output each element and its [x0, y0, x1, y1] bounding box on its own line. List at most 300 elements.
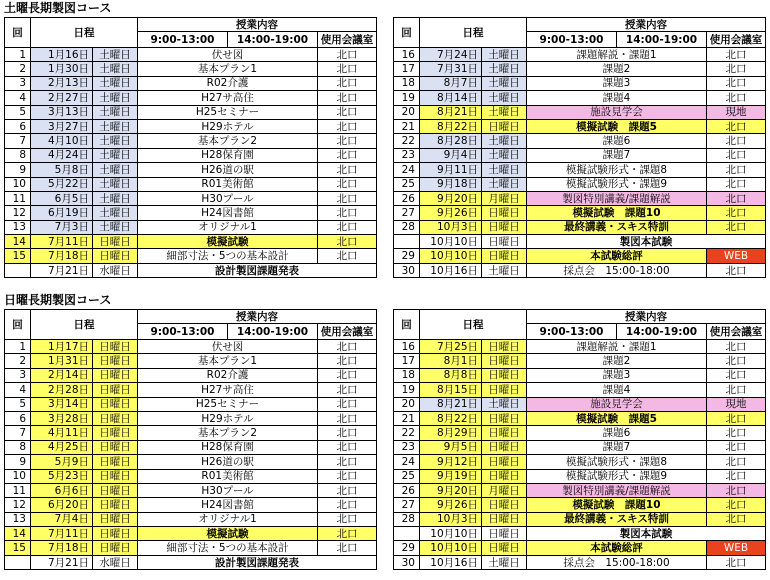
row-date: 7月21日	[31, 263, 93, 277]
schedule-row	[394, 455, 766, 469]
row-number: 10	[5, 177, 31, 191]
schedule-row	[394, 527, 766, 541]
schedule-row	[394, 426, 766, 440]
schedule-row	[394, 411, 766, 425]
schedule-row	[5, 354, 377, 368]
row-weekday: 月曜日	[482, 191, 527, 205]
row-content: 課題7	[527, 440, 707, 454]
row-weekday: 土曜日	[93, 163, 138, 177]
row-content: 施設見学会	[527, 397, 707, 411]
row-weekday: 日曜日	[482, 206, 527, 220]
row-date: 7月18日	[31, 249, 93, 263]
row-room: 北口	[318, 249, 377, 263]
row-content: 基本プラン2	[138, 426, 318, 440]
header-nittei: 日程	[31, 310, 138, 340]
header-nittei: 日程	[420, 18, 527, 48]
row-content: 製図特別講義/課題解説	[527, 191, 707, 205]
row-date: 4月11日	[31, 426, 93, 440]
row-room: 北口	[318, 163, 377, 177]
row-number: 20	[394, 397, 420, 411]
header-kai: 回	[394, 18, 420, 48]
row-room: 北口	[318, 354, 377, 368]
row-content: H28保育園	[138, 148, 318, 162]
row-room: 北口	[707, 426, 766, 440]
schedule-row	[5, 206, 377, 220]
row-weekday: 土曜日	[482, 76, 527, 90]
row-room: 北口	[318, 206, 377, 220]
row-number: 29	[394, 249, 420, 263]
row-date: 5月8日	[31, 163, 93, 177]
schedule-row	[394, 512, 766, 526]
row-number: 16	[394, 340, 420, 354]
schedule-row	[394, 249, 766, 263]
row-room: 現地	[707, 397, 766, 411]
row-date: 7月18日	[31, 541, 93, 555]
row-date: 9月12日	[420, 455, 482, 469]
row-content: オリジナル1	[138, 512, 318, 526]
header-kai: 回	[5, 18, 31, 48]
row-content: 本試験総評	[527, 249, 707, 263]
row-content: 課題2	[527, 62, 707, 76]
row-weekday: 日曜日	[93, 512, 138, 526]
row-date: 2月14日	[31, 368, 93, 382]
row-number: 1	[5, 340, 31, 354]
row-room: 北口	[707, 555, 766, 569]
schedule-row	[5, 105, 377, 119]
header-room: 使用会議室	[318, 324, 377, 340]
schedule-row	[5, 62, 377, 76]
row-number: 26	[394, 483, 420, 497]
row-number: 24	[394, 163, 420, 177]
row-number: 8	[5, 440, 31, 454]
row-number: 27	[394, 206, 420, 220]
header-room: 使用会議室	[318, 32, 377, 48]
row-room: 北口	[707, 177, 766, 191]
row-content: 模擬試験	[138, 235, 318, 249]
row-weekday: 土曜日	[93, 191, 138, 205]
row-number: 2	[5, 354, 31, 368]
row-room: 北口	[707, 469, 766, 483]
row-date: 9月11日	[420, 163, 482, 177]
saturday-schedule-table-2	[393, 17, 766, 278]
row-date: 10月3日	[420, 512, 482, 526]
row-date: 7月25日	[420, 340, 482, 354]
row-number: 4	[5, 383, 31, 397]
row-date: 1月17日	[31, 340, 93, 354]
row-date: 7月31日	[420, 62, 482, 76]
row-content: 課題4	[527, 91, 707, 105]
row-content: 最終講義・スキス特訓	[527, 220, 707, 234]
schedule-row	[394, 220, 766, 234]
row-date: 5月22日	[31, 177, 93, 191]
row-date: 8月1日	[420, 354, 482, 368]
row-room: 北口	[318, 426, 377, 440]
row-weekday: 土曜日	[93, 148, 138, 162]
row-content: H30プール	[138, 191, 318, 205]
row-weekday: 土曜日	[93, 91, 138, 105]
schedule-row	[5, 340, 377, 354]
row-date: 2月13日	[31, 76, 93, 90]
row-room: 北口	[707, 48, 766, 62]
saturday-course-title: 土曜長期製図コース	[4, 1, 112, 15]
schedule-row	[5, 48, 377, 62]
row-number: 10	[5, 469, 31, 483]
row-weekday: 土曜日	[482, 134, 527, 148]
row-content: 課題3	[527, 368, 707, 382]
header-room: 使用会議室	[707, 32, 766, 48]
schedule-row	[394, 555, 766, 569]
row-number	[5, 263, 31, 277]
row-weekday: 水曜日	[93, 263, 138, 277]
row-weekday: 日曜日	[482, 455, 527, 469]
row-room: 北口	[707, 263, 766, 277]
row-room: 北口	[318, 177, 377, 191]
row-date: 9月5日	[420, 440, 482, 454]
row-room: 北口	[707, 455, 766, 469]
row-room: 北口	[707, 91, 766, 105]
row-room: 北口	[318, 527, 377, 541]
row-date: 5月9日	[31, 455, 93, 469]
row-room: 北口	[318, 455, 377, 469]
schedule-row	[5, 163, 377, 177]
row-date: 8月28日	[420, 134, 482, 148]
row-weekday: 月曜日	[482, 483, 527, 497]
row-content: 基本プラン1	[138, 354, 318, 368]
row-room: 北口	[318, 191, 377, 205]
schedule-row	[394, 235, 766, 249]
row-date: 9月20日	[420, 483, 482, 497]
row-date: 10月10日	[420, 235, 482, 249]
row-number: 17	[394, 354, 420, 368]
schedule-row	[5, 148, 377, 162]
row-number: 13	[5, 512, 31, 526]
sunday-schedule-table-2	[393, 309, 766, 570]
row-number: 20	[394, 105, 420, 119]
schedule-row	[394, 440, 766, 454]
schedule-row	[5, 469, 377, 483]
row-date: 3月28日	[31, 411, 93, 425]
row-room: 北口	[707, 119, 766, 133]
row-number: 4	[5, 91, 31, 105]
row-room: 北口	[707, 220, 766, 234]
row-weekday: 日曜日	[93, 483, 138, 497]
schedule-row	[5, 527, 377, 541]
row-room: 北口	[318, 440, 377, 454]
row-number: 15	[5, 541, 31, 555]
row-date: 7月24日	[420, 48, 482, 62]
row-number	[5, 555, 31, 569]
row-date: 4月24日	[31, 148, 93, 162]
row-room: 北口	[707, 368, 766, 382]
row-room: 北口	[707, 411, 766, 425]
row-content: 課題6	[527, 426, 707, 440]
row-room: 北口	[318, 483, 377, 497]
row-weekday: 土曜日	[482, 555, 527, 569]
row-weekday: 日曜日	[93, 340, 138, 354]
row-date: 6月6日	[31, 483, 93, 497]
row-room: WEB	[707, 541, 766, 555]
row-content: 採点会 15:00-18:00	[527, 555, 707, 569]
header-content: 授業内容	[138, 310, 377, 324]
schedule-row	[394, 483, 766, 497]
row-content: 採点会 15:00-18:00	[527, 263, 707, 277]
schedule-row	[5, 235, 377, 249]
row-number: 3	[5, 76, 31, 90]
row-number: 6	[5, 119, 31, 133]
header-pm: 14:00-19:00	[617, 32, 707, 48]
row-date: 5月23日	[31, 469, 93, 483]
row-date: 8月21日	[420, 397, 482, 411]
row-content: 模擬試験形式・課題9	[527, 177, 707, 191]
row-number: 5	[5, 397, 31, 411]
row-room: 北口	[318, 541, 377, 555]
row-number: 28	[394, 220, 420, 234]
row-weekday: 日曜日	[93, 411, 138, 425]
row-content: 施設見学会	[527, 105, 707, 119]
row-number: 13	[5, 220, 31, 234]
row-weekday: 土曜日	[482, 48, 527, 62]
row-weekday: 日曜日	[93, 527, 138, 541]
schedule-row	[5, 426, 377, 440]
row-number: 21	[394, 119, 420, 133]
schedule-row	[5, 483, 377, 497]
row-date: 10月10日	[420, 527, 482, 541]
row-room: 北口	[707, 512, 766, 526]
row-room: 北口	[318, 397, 377, 411]
row-date: 2月27日	[31, 91, 93, 105]
header-am: 9:00-13:00	[138, 32, 228, 48]
row-date: 10月3日	[420, 220, 482, 234]
saturday-schedule-table-1	[4, 17, 377, 278]
row-content: 基本プラン2	[138, 134, 318, 148]
row-content: 設計製図課題発表	[138, 555, 377, 569]
row-weekday: 水曜日	[93, 555, 138, 569]
row-room: 現地	[707, 105, 766, 119]
row-date: 10月10日	[420, 541, 482, 555]
row-date: 7月4日	[31, 512, 93, 526]
row-room: 北口	[318, 383, 377, 397]
row-content: H29ホテル	[138, 119, 318, 133]
row-room: 北口	[318, 62, 377, 76]
schedule-row	[394, 368, 766, 382]
row-number: 18	[394, 368, 420, 382]
row-content: 課題解説・課題1	[527, 48, 707, 62]
row-room: 北口	[318, 105, 377, 119]
schedule-row	[394, 191, 766, 205]
row-date: 1月30日	[31, 62, 93, 76]
row-weekday: 日曜日	[482, 411, 527, 425]
row-content: H27サ高住	[138, 91, 318, 105]
row-weekday: 土曜日	[93, 62, 138, 76]
row-number: 11	[5, 483, 31, 497]
row-weekday: 日曜日	[93, 235, 138, 249]
schedule-row	[394, 383, 766, 397]
row-number: 22	[394, 426, 420, 440]
row-content: オリジナル1	[138, 220, 318, 234]
row-weekday: 日曜日	[93, 354, 138, 368]
row-date: 9月26日	[420, 206, 482, 220]
row-room: 北口	[707, 383, 766, 397]
schedule-row	[394, 498, 766, 512]
schedule-row	[394, 263, 766, 277]
row-date: 8月8日	[420, 368, 482, 382]
row-content: 模擬試験形式・課題8	[527, 163, 707, 177]
row-room: 北口	[318, 235, 377, 249]
row-number: 21	[394, 411, 420, 425]
row-room: 北口	[707, 206, 766, 220]
row-weekday: 土曜日	[482, 163, 527, 177]
header-am: 9:00-13:00	[527, 32, 617, 48]
row-number: 6	[5, 411, 31, 425]
row-room: 北口	[318, 91, 377, 105]
row-number: 19	[394, 91, 420, 105]
row-number: 30	[394, 555, 420, 569]
row-weekday: 日曜日	[93, 455, 138, 469]
row-date: 8月29日	[420, 426, 482, 440]
row-room: 北口	[707, 191, 766, 205]
row-weekday: 日曜日	[482, 541, 527, 555]
schedule-row	[394, 354, 766, 368]
row-content: 模擬試験 課題5	[527, 119, 707, 133]
row-number: 22	[394, 134, 420, 148]
row-number	[394, 527, 420, 541]
row-weekday: 日曜日	[93, 498, 138, 512]
row-weekday: 土曜日	[93, 220, 138, 234]
row-content: H25セミナー	[138, 397, 318, 411]
row-number	[394, 235, 420, 249]
row-date: 8月22日	[420, 119, 482, 133]
row-content: 細部寸法・5つの基本設計	[138, 249, 318, 263]
row-weekday: 日曜日	[93, 469, 138, 483]
header-room: 使用会議室	[707, 324, 766, 340]
schedule-row	[5, 397, 377, 411]
row-weekday: 日曜日	[93, 383, 138, 397]
row-number: 25	[394, 177, 420, 191]
row-date: 10月10日	[420, 249, 482, 263]
schedule-row	[5, 498, 377, 512]
row-content: R02介護	[138, 76, 318, 90]
schedule-row	[5, 541, 377, 555]
row-content: R02介護	[138, 368, 318, 382]
row-content: H27サ高住	[138, 383, 318, 397]
row-room: 北口	[318, 368, 377, 382]
schedule-row	[394, 469, 766, 483]
schedule-row	[394, 62, 766, 76]
row-weekday: 土曜日	[482, 148, 527, 162]
row-weekday: 日曜日	[93, 397, 138, 411]
row-weekday: 日曜日	[482, 498, 527, 512]
row-room: 北口	[318, 119, 377, 133]
row-room: 北口	[318, 340, 377, 354]
row-content: 模擬試験 課題10	[527, 498, 707, 512]
schedule-row	[394, 163, 766, 177]
row-date: 10月16日	[420, 555, 482, 569]
row-number: 17	[394, 62, 420, 76]
schedule-row	[394, 206, 766, 220]
row-date: 9月20日	[420, 191, 482, 205]
sunday-course-title: 日曜長期製図コース	[4, 293, 112, 307]
header-am: 9:00-13:00	[527, 324, 617, 340]
row-weekday: 日曜日	[482, 354, 527, 368]
header-kai: 回	[394, 310, 420, 340]
row-weekday: 土曜日	[93, 76, 138, 90]
row-number: 25	[394, 469, 420, 483]
row-number: 11	[5, 191, 31, 205]
row-weekday: 日曜日	[93, 541, 138, 555]
row-date: 9月4日	[420, 148, 482, 162]
schedule-row	[394, 134, 766, 148]
row-room: 北口	[707, 340, 766, 354]
row-weekday: 日曜日	[93, 440, 138, 454]
header-content: 授業内容	[527, 310, 766, 324]
row-number: 3	[5, 368, 31, 382]
schedule-row	[5, 411, 377, 425]
row-date: 7月11日	[31, 235, 93, 249]
row-number: 14	[5, 235, 31, 249]
row-room: 北口	[707, 354, 766, 368]
row-room: 北口	[318, 134, 377, 148]
schedule-row	[394, 105, 766, 119]
row-weekday: 日曜日	[93, 368, 138, 382]
row-weekday: 日曜日	[482, 235, 527, 249]
row-number: 12	[5, 498, 31, 512]
row-room: 北口	[707, 134, 766, 148]
row-content: 製図本試験	[527, 235, 766, 249]
schedule-row	[5, 220, 377, 234]
schedule-row	[5, 119, 377, 133]
row-content: 最終講義・スキス特訓	[527, 512, 707, 526]
row-number: 2	[5, 62, 31, 76]
row-content: R01美術館	[138, 177, 318, 191]
schedule-row	[5, 555, 377, 569]
row-content: 製図特別講義/課題解説	[527, 483, 707, 497]
schedule-row	[5, 76, 377, 90]
row-date: 1月16日	[31, 48, 93, 62]
row-room: 北口	[707, 483, 766, 497]
schedule-row	[394, 76, 766, 90]
row-room: 北口	[318, 512, 377, 526]
row-room: 北口	[318, 148, 377, 162]
row-number: 27	[394, 498, 420, 512]
row-room: 北口	[318, 411, 377, 425]
row-room: 北口	[707, 498, 766, 512]
row-number: 1	[5, 48, 31, 62]
schedule-row	[5, 249, 377, 263]
row-number: 29	[394, 541, 420, 555]
row-date: 7月21日	[31, 555, 93, 569]
row-number: 7	[5, 134, 31, 148]
row-content: 課題4	[527, 383, 707, 397]
row-weekday: 日曜日	[93, 426, 138, 440]
row-weekday: 日曜日	[482, 469, 527, 483]
row-weekday: 日曜日	[482, 512, 527, 526]
row-content: 課題3	[527, 76, 707, 90]
schedule-row	[394, 397, 766, 411]
row-number: 9	[5, 455, 31, 469]
schedule-row	[5, 191, 377, 205]
row-weekday: 日曜日	[482, 426, 527, 440]
row-content: H29ホテル	[138, 411, 318, 425]
row-number: 18	[394, 76, 420, 90]
row-room: 北口	[318, 469, 377, 483]
row-room: 北口	[707, 163, 766, 177]
header-pm: 14:00-19:00	[228, 324, 318, 340]
row-number: 28	[394, 512, 420, 526]
row-room: WEB	[707, 249, 766, 263]
header-am: 9:00-13:00	[138, 324, 228, 340]
row-date: 8月22日	[420, 411, 482, 425]
row-weekday: 日曜日	[482, 119, 527, 133]
